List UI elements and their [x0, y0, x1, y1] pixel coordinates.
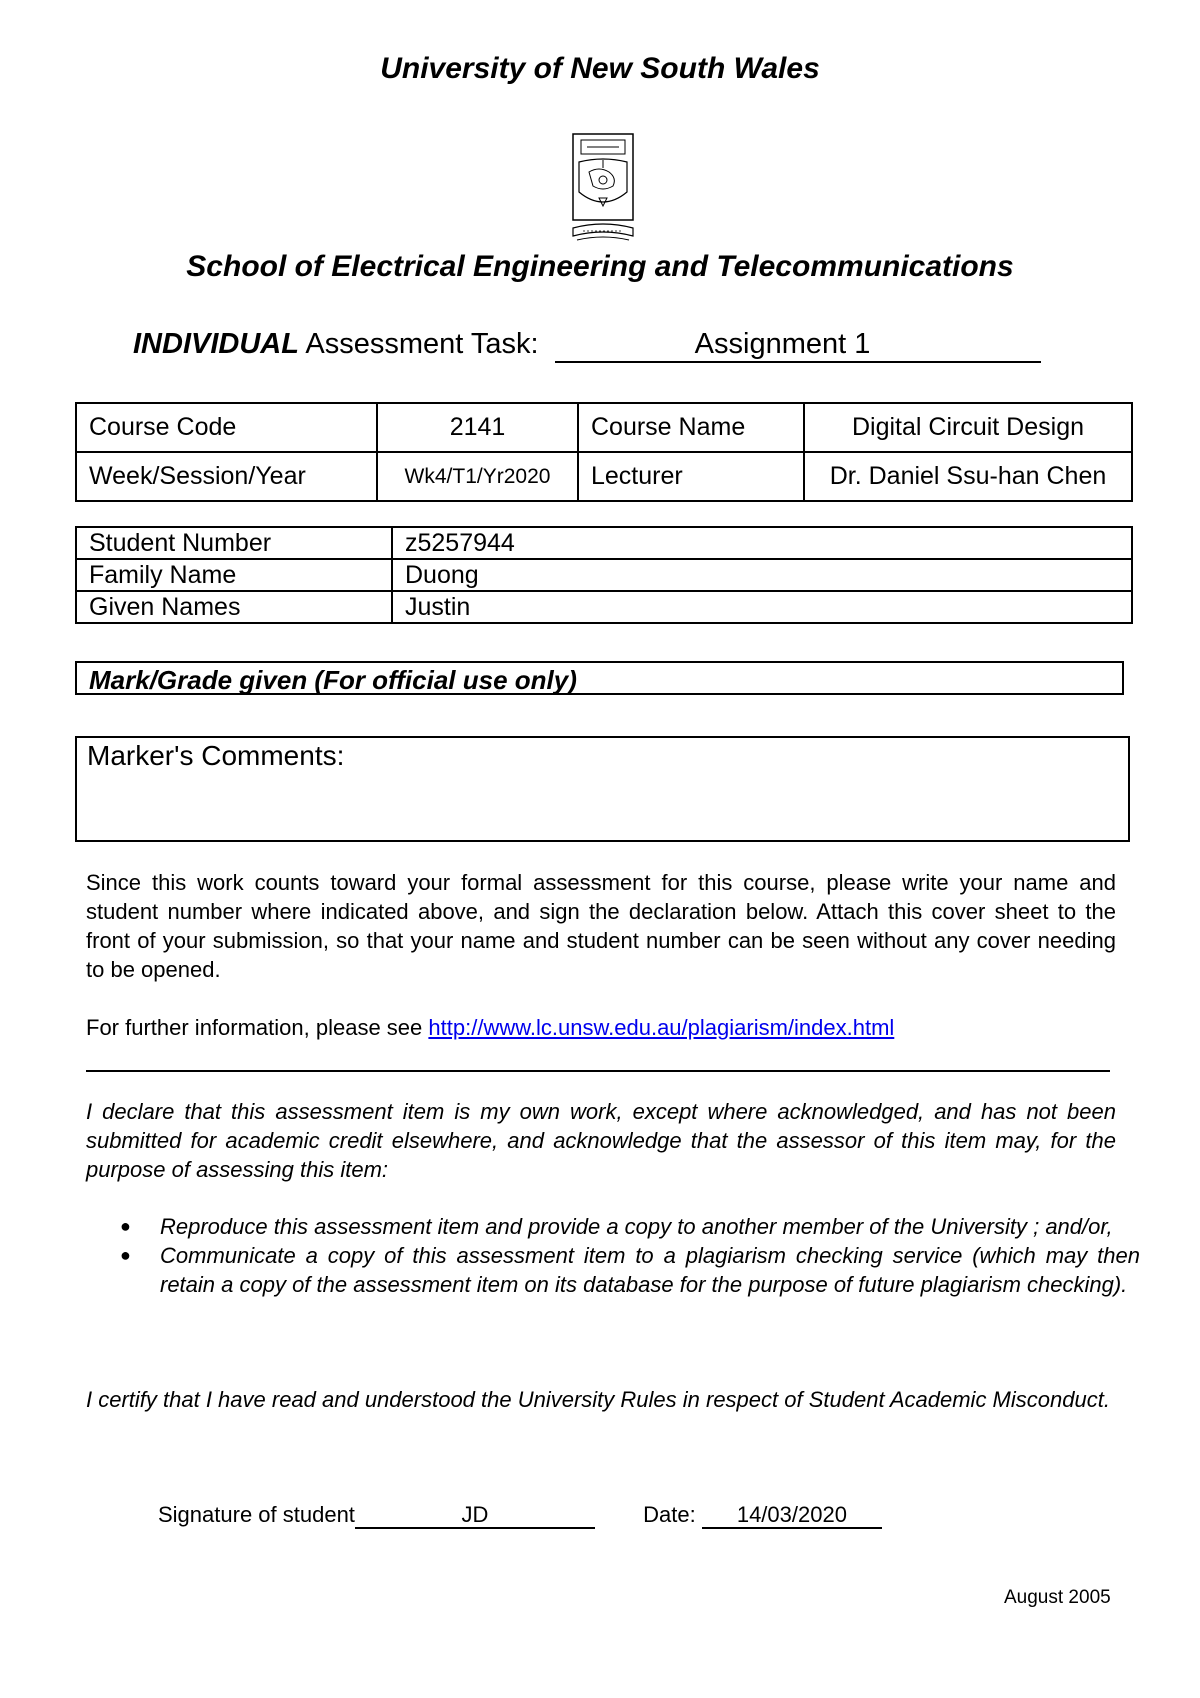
week-value: Wk4/T1/Yr2020 — [377, 452, 578, 501]
university-title: University of New South Wales — [380, 52, 820, 85]
bullet-text: Reproduce this assessment item and provide a copy to another member of the University ; and/or, — [160, 1214, 1113, 1239]
week-label: Week/Session/Year — [76, 452, 377, 501]
divider — [86, 1070, 1110, 1072]
table-row — [76, 527, 1132, 559]
declaration-bullets — [120, 1212, 1140, 1299]
student-number-label: Student Number — [76, 527, 392, 559]
footer-date: August 2005 — [1004, 1587, 1111, 1608]
task-label: Assessment Task: — [305, 328, 539, 360]
course-info-table — [75, 402, 1133, 502]
further-info-paragraph — [86, 1013, 1116, 1042]
course-name-value: Digital Circuit Design — [804, 403, 1132, 452]
table-row — [76, 452, 1132, 501]
grade-box: Mark/Grade given (For official use only) — [75, 661, 1124, 695]
list-item — [120, 1212, 1140, 1241]
lecturer-value: Dr. Daniel Ssu-han Chen — [804, 452, 1132, 501]
date-label: Date: — [643, 1502, 696, 1527]
instructions-paragraph: Since this work counts toward your formal assessment for this course, please write your name and student number where indicated above, and sign the declaration below. Attach this cover sheet to the front of your submission, so that your name and student number can be seen without any cover needing to be opened. — [86, 870, 1116, 982]
plagiarism-link[interactable]: http://www.lc.unsw.edu.au/plagiarism/index.html — [428, 1015, 895, 1040]
course-name-label: Course Name — [578, 403, 804, 452]
course-code-value: 2141 — [377, 403, 578, 452]
bullet-text: Communicate a copy of this assessment item to a plagiarism checking service (which may then retain a copy of the assessment item on its database for the purpose of future plagiarism checking). — [160, 1243, 1140, 1297]
further-info-text: For further information, please see — [86, 1015, 423, 1040]
marker-comments-box — [75, 736, 1130, 842]
marker-comments-label: Marker's Comments: — [87, 740, 345, 771]
task-value: Assignment 1 — [694, 328, 871, 360]
unsw-crest-logo — [569, 132, 637, 250]
student-info-table — [75, 526, 1133, 624]
student-number-value: z5257944 — [392, 527, 1132, 559]
school-title: School of Electrical Engineering and Telecommunications — [186, 250, 1014, 283]
signature-value: JD — [355, 1503, 595, 1529]
bullet-icon: ● — [120, 1216, 131, 1236]
date-value: 14/03/2020 — [702, 1503, 882, 1529]
task-field — [555, 327, 1041, 363]
table-row — [76, 559, 1132, 591]
assessment-task-line — [133, 327, 1041, 363]
table-row — [76, 403, 1132, 452]
declaration-paragraph: I declare that this assessment item is my own work, except where acknowledged, and has not been submitted for academic credit elsewhere, and acknowledge that the assessor of this item may, for the purpose of assessing this item: — [86, 1099, 1116, 1182]
signature-label: Signature of student — [158, 1502, 355, 1527]
given-names-label: Given Names — [76, 591, 392, 623]
family-name-value: Duong — [392, 559, 1132, 591]
task-type: INDIVIDUAL — [133, 328, 299, 360]
lecturer-label: Lecturer — [578, 452, 804, 501]
table-row — [76, 591, 1132, 623]
signature-line — [158, 1502, 882, 1529]
given-names-value: Justin — [392, 591, 1132, 623]
course-code-label: Course Code — [76, 403, 377, 452]
family-name-label: Family Name — [76, 559, 392, 591]
bullet-icon: ● — [120, 1245, 131, 1265]
certify-paragraph: I certify that I have read and understood the University Rules in respect of Student Academic Misconduct. — [86, 1387, 1110, 1412]
list-item — [120, 1241, 1140, 1299]
